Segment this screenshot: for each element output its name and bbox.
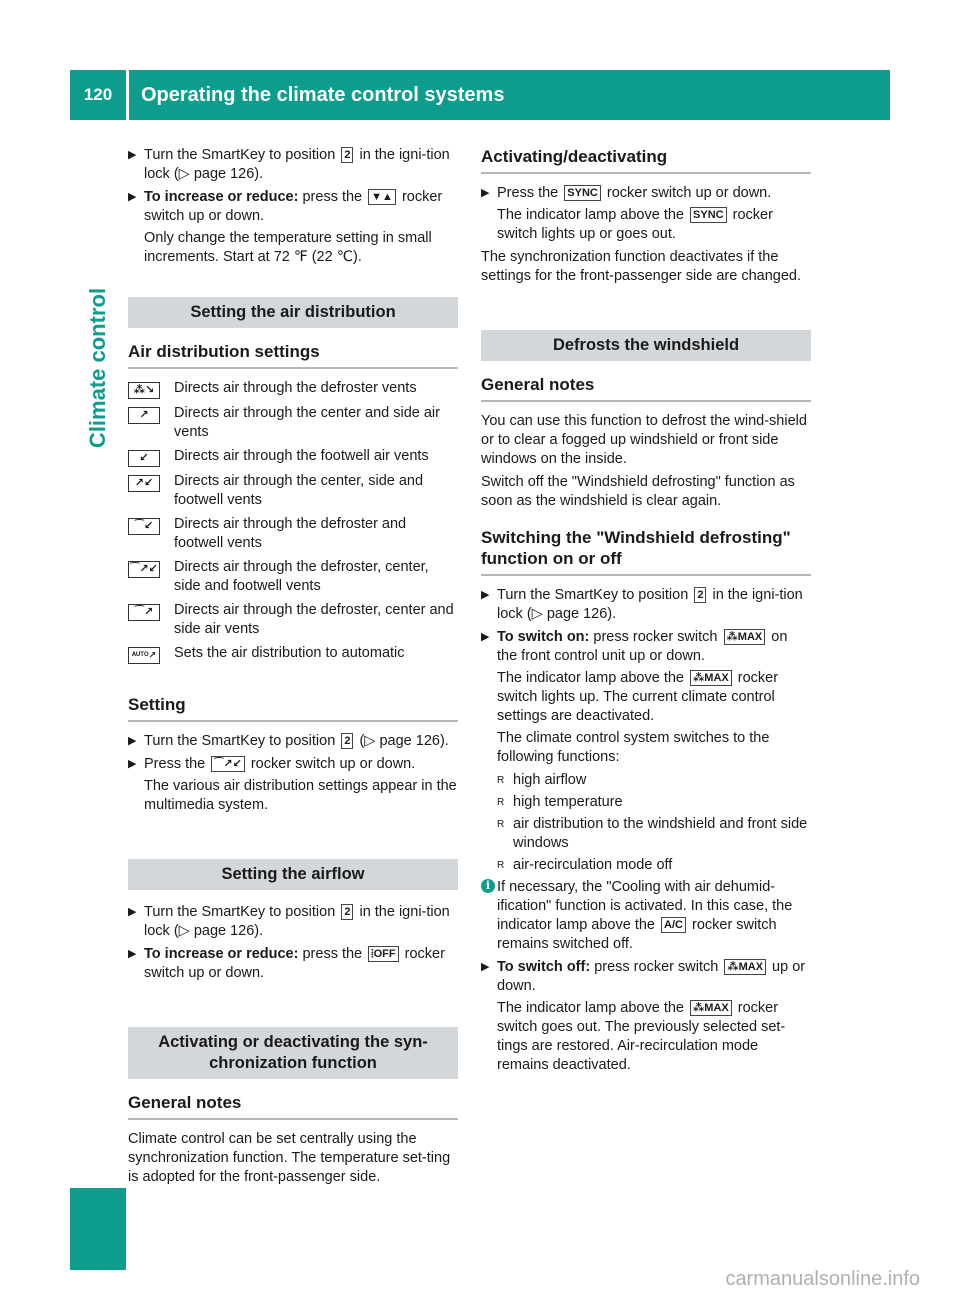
list-item: R air-recirculation mode off (497, 857, 673, 873)
step: ▶ To increase or reduce: press the ▼▲ rocker switch up or down. Only change the temperature setting in small increments. Start at 72 ℉ (22 ℃). (128, 189, 443, 265)
defroster-center-icon: ⁀↗ (128, 604, 160, 621)
air-distribution-row: ᴬᵁᵀᴼ↗ Sets the air distribution to automatic (128, 644, 458, 664)
list-item: R air distribution to the windshield and front side windows (497, 816, 808, 851)
paragraph: You can use this function to defrost the wind-shield or to clear a fogged up windshield or front side windows on the inside. (481, 413, 807, 467)
center-footwell-icon: ↗↙ (128, 475, 160, 492)
bullet-icon: R (497, 860, 505, 871)
step: ▶ To increase or reduce: press the ⦙OFF rocker switch up or down. (128, 946, 445, 981)
position-key: 2 (341, 733, 353, 749)
center-side-vent-icon: ↗ (128, 407, 160, 424)
air-distribution-row: ⁂↘ Directs air through the defroster vents (128, 379, 458, 399)
step: ▶ Turn the SmartKey to position 2 in the igni-tion lock (▷ page 126). (128, 904, 450, 939)
subheading: Air distribution settings (128, 341, 458, 369)
defrost-max-key: ⁂MAX (724, 959, 766, 975)
list-item: R high airflow (497, 772, 587, 788)
air-distribution-row: ↙ Directs air through the footwell air vents (128, 447, 458, 467)
page-number: 120 (83, 85, 113, 104)
list-item: R high temperature (497, 794, 623, 810)
airflow-key: ⦙OFF (368, 946, 398, 962)
air-distribution-row: ⁀↗ Directs air through the defroster, center and side air vents (128, 601, 458, 639)
defroster-footwell-icon: ⁀↙ (128, 518, 160, 535)
subheading: General notes (128, 1092, 458, 1120)
subheading: Activating/deactivating (481, 146, 811, 174)
ac-key: A/C (661, 917, 686, 933)
step: ▶ To switch on: press rocker switch ⁂MAX on the front control unit up or down. The indicator lamp above the ⁂MAX rocker switch lights up. The current climate control settings are deactivated. The climate control system switches to the following functions: (481, 629, 788, 765)
step-arrow-icon: ▶ (128, 149, 137, 161)
position-key: 2 (341, 904, 353, 920)
side-tab-block (70, 1188, 126, 1270)
defrost-max-key: ⁂MAX (690, 1000, 732, 1016)
info-note: i If necessary, the "Cooling with air dehumid-ification" function is activated. In this case, the indicator lamp above the A/C rocker switch remains switched off. (481, 878, 811, 954)
defrost-max-key: ⁂MAX (724, 629, 766, 645)
sync-key: SYNC (564, 185, 601, 201)
air-distribution-key: ⁀↗↙ (211, 756, 245, 772)
section-box: Activating or deactivating the syn-chronization function (128, 1027, 458, 1079)
subheading: Switching the "Windshield defrosting" function on or off (481, 527, 811, 576)
step-arrow-icon: ▶ (481, 187, 490, 199)
subheading: Setting (128, 694, 458, 722)
air-distribution-row: ↗↙ Directs air through the center, side and footwell vents (128, 472, 458, 510)
left-column (128, 146, 458, 1191)
step-arrow-icon: ▶ (128, 906, 137, 918)
auto-distribution-icon: ᴬᵁᵀᴼ↗ (128, 647, 160, 664)
air-distribution-row: ⁀↙ Directs air through the defroster and footwell vents (128, 515, 458, 553)
defroster-all-vents-icon: ⁀↗↙ (128, 561, 160, 578)
position-key: 2 (694, 587, 706, 603)
side-section-title: Climate control (85, 287, 110, 449)
step: ▶ Turn the SmartKey to position 2 in the igni-tion lock (▷ page 126). (128, 147, 450, 182)
air-distribution-row: ⁀↗↙ Directs air through the defroster, center, side and footwell vents (128, 558, 458, 596)
section-box: Setting the air distribution (128, 297, 458, 328)
step: ▶ Turn the SmartKey to position 2 in the igni-tion lock (▷ page 126). (481, 587, 803, 622)
paragraph: The synchronization function deactivates if the settings for the front-passenger side are changed. (481, 249, 801, 284)
paragraph: Climate control can be set centrally using the synchronization function. The temperature set-ting is adopted for the front-passenger side. (128, 1131, 451, 1185)
footwell-vent-icon: ↙ (128, 450, 160, 467)
step-arrow-icon: ▶ (128, 758, 137, 770)
air-distribution-row: ↗ Directs air through the center and side air vents (128, 404, 458, 442)
paragraph: Switch off the "Windshield defrosting" function as soon as the windshield is clear again. (481, 474, 795, 509)
step-arrow-icon: ▶ (481, 589, 490, 601)
step-arrow-icon: ▶ (481, 961, 490, 973)
step-arrow-icon: ▶ (128, 191, 137, 203)
section-box: Setting the airflow (128, 859, 458, 890)
bullet-icon: R (497, 797, 505, 808)
step: ▶ To switch off: press rocker switch ⁂MAX up or down. The indicator lamp above the ⁂MAX rocker switch goes out. The previously selected set-tings are restored. Air-recirculation mode remains deactivated. (481, 959, 806, 1073)
right-column (481, 146, 811, 1079)
defrost-max-key: ⁂MAX (690, 670, 732, 686)
bullet-icon: R (497, 819, 505, 830)
step: ▶ Press the ⁀↗↙ rocker switch up or down. The various air distribution settings appear in the multimedia system. (128, 756, 457, 813)
step-arrow-icon: ▶ (128, 735, 137, 747)
temperature-key: ▼▲ (368, 189, 396, 205)
bullet-icon: R (497, 775, 505, 786)
info-icon: i (481, 879, 495, 893)
page-title: Operating the climate control systems (141, 83, 505, 106)
header-divider (126, 70, 129, 120)
step-arrow-icon: ▶ (481, 631, 490, 643)
footer-watermark: carmanualsonline.info (725, 1268, 920, 1290)
step: ▶ Press the SYNC rocker switch up or down. The indicator lamp above the SYNC rocker switch lights up or goes out. (481, 185, 773, 242)
section-box: Defrosts the windshield (481, 330, 811, 361)
defroster-icon: ⁂↘ (128, 382, 160, 399)
step: ▶ Turn the SmartKey to position 2 (▷ page 126). (128, 733, 449, 749)
position-key: 2 (341, 147, 353, 163)
step-arrow-icon: ▶ (128, 948, 137, 960)
subheading: General notes (481, 374, 811, 402)
sync-key: SYNC (690, 207, 727, 223)
